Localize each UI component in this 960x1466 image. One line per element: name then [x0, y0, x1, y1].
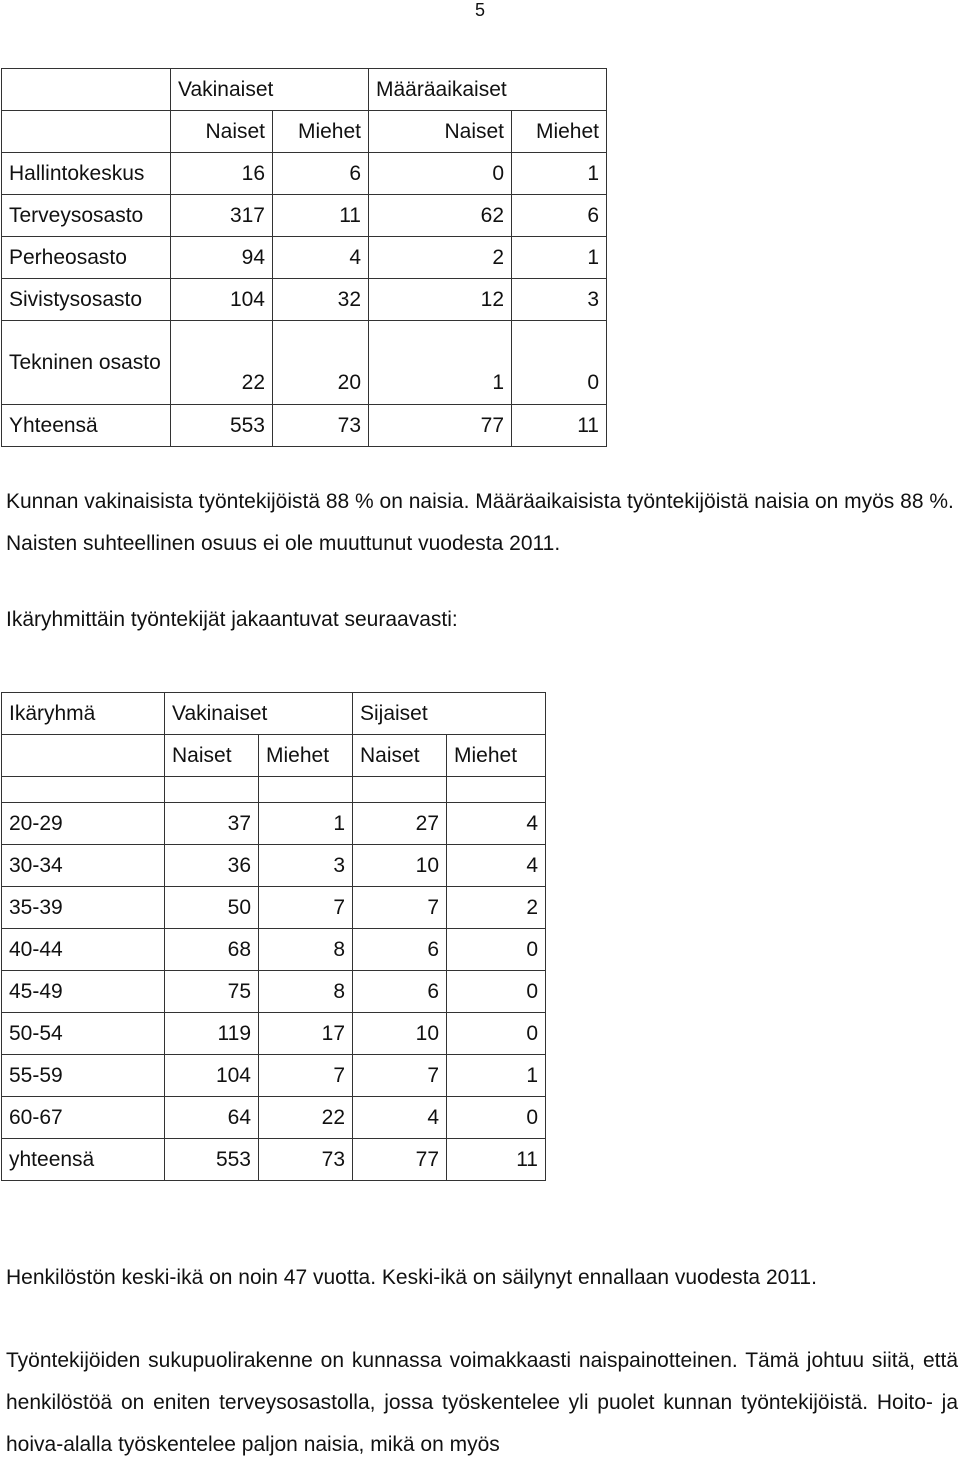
table-cell: 16	[171, 153, 273, 195]
table-cell: 3	[259, 845, 353, 887]
table-row	[2, 1055, 546, 1097]
header-men: Miehet	[273, 111, 369, 153]
table-cell: 0	[369, 153, 512, 195]
header-age-group: Ikäryhmä	[2, 693, 165, 735]
header-women: Naiset	[165, 735, 259, 777]
table-cell: 1	[512, 153, 607, 195]
table-cell: 4	[447, 803, 546, 845]
table-cell: 0	[447, 929, 546, 971]
table-cell: 553	[165, 1139, 259, 1181]
table-subheader-row	[2, 735, 546, 777]
table-total-row	[2, 1139, 546, 1181]
table-cell: 68	[165, 929, 259, 971]
table-cell: 553	[171, 405, 273, 447]
table-cell: 20	[273, 321, 369, 405]
header-permanent: Vakinaiset	[165, 693, 353, 735]
table-cell: 12	[369, 279, 512, 321]
department-name: Terveysosasto	[2, 195, 171, 237]
age-group-label: 50-54	[2, 1013, 165, 1055]
header-women: Naiset	[171, 111, 273, 153]
table-cell: 62	[369, 195, 512, 237]
age-group-label: 20-29	[2, 803, 165, 845]
table-cell: 0	[447, 1097, 546, 1139]
table-cell: 8	[259, 971, 353, 1013]
table-row	[2, 279, 607, 321]
table-cell: 0	[512, 321, 607, 405]
header-fixed-term: Määräaikaiset	[369, 69, 607, 111]
table-cell: 1	[259, 803, 353, 845]
table-cell: 8	[259, 929, 353, 971]
table-cell: 10	[353, 1013, 447, 1055]
table-cell: 1	[369, 321, 512, 405]
header-substitutes: Sijaiset	[353, 693, 546, 735]
table-cell: 4	[353, 1097, 447, 1139]
table-cell: 1	[512, 237, 607, 279]
table-header-cell	[2, 111, 171, 153]
department-name: Yhteensä	[2, 405, 171, 447]
header-women: Naiset	[353, 735, 447, 777]
age-group-label: 45-49	[2, 971, 165, 1013]
staff-by-age-group-table	[1, 692, 546, 1181]
table-cell: 0	[447, 1013, 546, 1055]
table-cell: 75	[165, 971, 259, 1013]
table-cell: 27	[353, 803, 447, 845]
table-cell: 11	[512, 405, 607, 447]
age-group-label: 55-59	[2, 1055, 165, 1097]
table-cell: 6	[512, 195, 607, 237]
table-cell: 77	[369, 405, 512, 447]
page-number: 5	[474, 0, 485, 20]
table-header-cell	[2, 69, 171, 111]
age-group-label: 35-39	[2, 887, 165, 929]
table-cell: 1	[447, 1055, 546, 1097]
table-row	[2, 237, 607, 279]
table-cell	[353, 777, 447, 803]
table-cell: 7	[259, 1055, 353, 1097]
age-group-label: yhteensä	[2, 1139, 165, 1181]
paragraph-average-age: Henkilöstön keski-ikä on noin 47 vuotta. Keski-ikä on säilynyt ennallaan vuodesta 2011.	[6, 1266, 817, 1289]
staff-by-department-table	[1, 68, 607, 447]
table-cell: 32	[273, 279, 369, 321]
table-cell: 7	[353, 887, 447, 929]
table-cell: 6	[273, 153, 369, 195]
table-cell: 37	[165, 803, 259, 845]
table-subheader-row	[2, 111, 607, 153]
table-header-cell	[2, 735, 165, 777]
table-cell: 94	[171, 237, 273, 279]
table-row	[2, 1013, 546, 1055]
age-group-label: 60-67	[2, 1097, 165, 1139]
table-header-row	[2, 693, 546, 735]
header-permanent: Vakinaiset	[171, 69, 369, 111]
table-cell	[447, 777, 546, 803]
table-cell: 6	[353, 971, 447, 1013]
table-row	[2, 153, 607, 195]
table-cell: 17	[259, 1013, 353, 1055]
paragraph-gender-share: Kunnan vakinaisista työntekijöistä 88 % on naisia. Määräaikaisista työntekijöistä naisia on myös 88 %. Naisten suhteellinen osuus ei ole muuttunut vuodesta 2011.	[6, 490, 954, 555]
table-cell: 119	[165, 1013, 259, 1055]
header-men: Miehet	[447, 735, 546, 777]
table-cell: 2	[447, 887, 546, 929]
table-cell: 0	[447, 971, 546, 1013]
table-row	[2, 195, 607, 237]
table-cell: 4	[273, 237, 369, 279]
table-row	[2, 845, 546, 887]
table-spacer-row	[2, 777, 546, 803]
table-row	[2, 1097, 546, 1139]
table-total-row	[2, 405, 607, 447]
table-cell: 317	[171, 195, 273, 237]
table-cell: 3	[512, 279, 607, 321]
table-cell: 22	[171, 321, 273, 405]
table-cell: 64	[165, 1097, 259, 1139]
table-cell: 7	[353, 1055, 447, 1097]
table-cell: 22	[259, 1097, 353, 1139]
age-group-label: 40-44	[2, 929, 165, 971]
table-cell: 6	[353, 929, 447, 971]
table-row	[2, 321, 607, 405]
table-cell: 50	[165, 887, 259, 929]
table-header-row	[2, 69, 607, 111]
table-cell: 104	[165, 1055, 259, 1097]
table-cell: 10	[353, 845, 447, 887]
department-name: Tekninen osasto	[2, 321, 171, 405]
age-group-label: 30-34	[2, 845, 165, 887]
table-cell: 4	[447, 845, 546, 887]
department-name: Perheosasto	[2, 237, 171, 279]
table-cell: 73	[259, 1139, 353, 1181]
table-cell: 77	[353, 1139, 447, 1181]
table-cell: 7	[259, 887, 353, 929]
table-cell: 73	[273, 405, 369, 447]
table-cell	[2, 777, 165, 803]
table-row	[2, 887, 546, 929]
table-cell: 2	[369, 237, 512, 279]
table-row	[2, 929, 546, 971]
header-women: Naiset	[369, 111, 512, 153]
header-men: Miehet	[512, 111, 607, 153]
table-row	[2, 971, 546, 1013]
header-men: Miehet	[259, 735, 353, 777]
paragraph-age-intro: Ikäryhmittäin työntekijät jakaantuvat seuraavasti:	[6, 608, 458, 631]
table-cell: 104	[171, 279, 273, 321]
paragraph-gender-structure: Työntekijöiden sukupuolirakenne on kunnassa voimakkaasti naispainotteinen. Tämä johtuu siitä, että henkilöstöä on eniten terveysosastolla, jossa työskentelee yli puolet kunnan työntekijöistä. Hoito- ja hoiva-alalla työskentelee paljon naisia, mikä on myös	[6, 1349, 958, 1456]
table-row	[2, 803, 546, 845]
department-name: Sivistysosasto	[2, 279, 171, 321]
table-cell	[165, 777, 259, 803]
table-cell: 11	[273, 195, 369, 237]
table-cell: 11	[447, 1139, 546, 1181]
table-cell	[259, 777, 353, 803]
table-cell: 36	[165, 845, 259, 887]
department-name: Hallintokeskus	[2, 153, 171, 195]
